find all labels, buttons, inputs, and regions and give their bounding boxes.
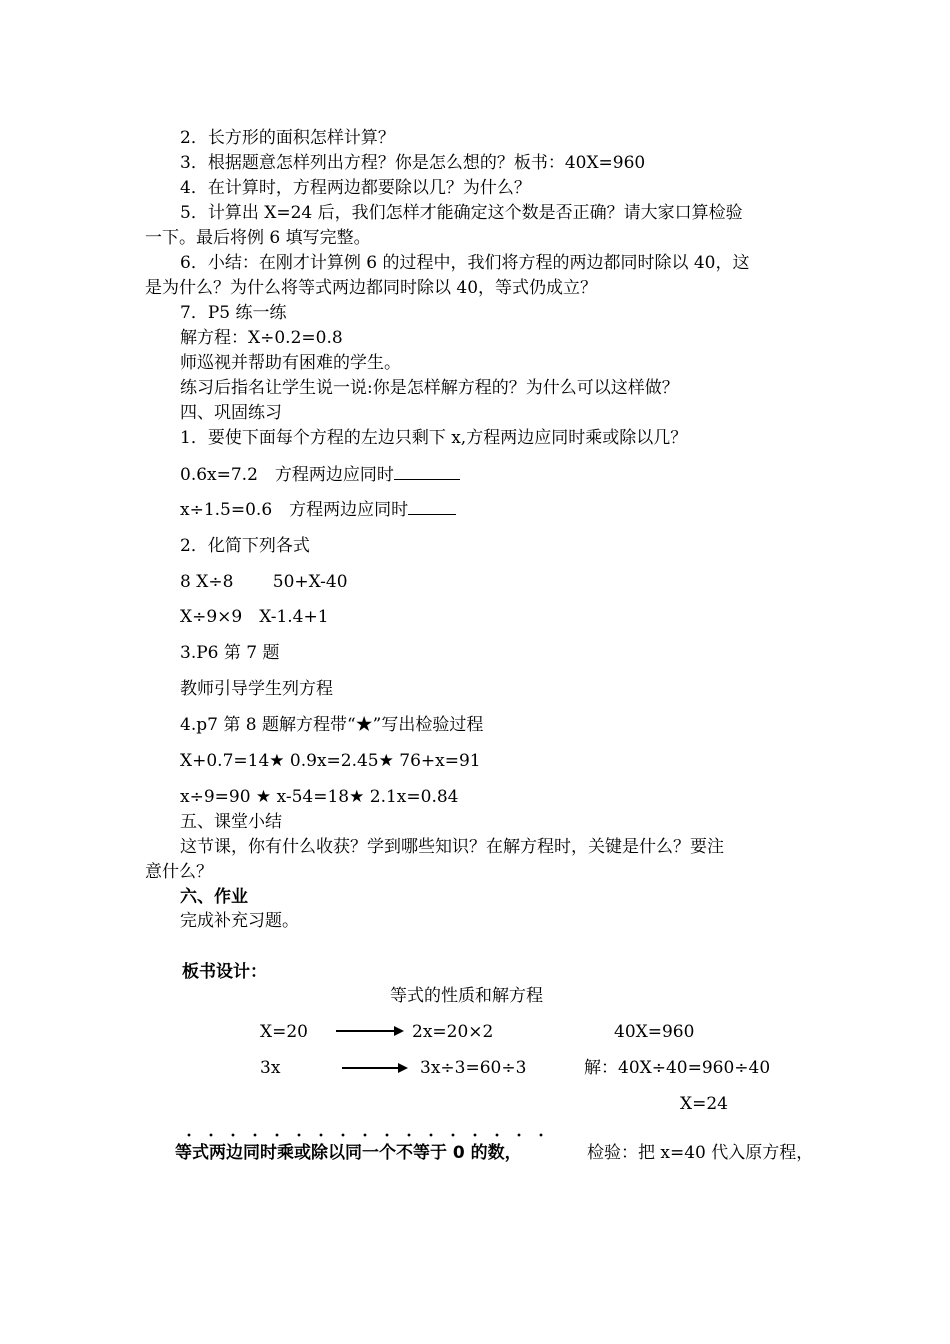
text-line: 3．根据题意怎样列出方程？你是怎么想的？板书：40X=960 <box>180 153 646 173</box>
text-line: X+0.7=14★ 0.9x=2.45★ 76+x=91 <box>180 751 481 771</box>
text-line: 6．小结：在刚才计算例 6 的过程中，我们将方程的两边都同时除以 40，这 <box>180 253 750 273</box>
board-text: X=24 <box>680 1094 728 1114</box>
text-line: 2．长方形的面积怎样计算？ <box>180 128 395 148</box>
answer-blank <box>394 465 460 480</box>
exercise-line <box>180 500 456 520</box>
arrow-right-icon <box>336 1025 404 1037</box>
text-line: 4.p7 第 8 题解方程带“★”写出检验过程 <box>180 715 484 735</box>
board-text: X=20 <box>260 1022 308 1042</box>
board-text: 解：40X÷40=960÷40 <box>584 1058 771 1078</box>
text-line: 5．计算出 X=24 后，我们怎样才能确定这个数是否正确？请大家口算检验 <box>180 203 743 223</box>
board-rule: 等式两边同时乘或除以同一个不等于 0 的数， <box>175 1143 522 1163</box>
text-line: 2．化简下列各式 <box>180 536 310 556</box>
text-line: X÷9×9 X-1.4+1 <box>180 607 329 627</box>
text-line: 是为什么？为什么将等式两边都同时除以 40，等式仍成立？ <box>145 278 598 298</box>
section-heading: 五、课堂小结 <box>180 812 282 832</box>
text-line: 3.P6 第 7 题 <box>180 643 280 663</box>
board-text: 3x <box>260 1058 281 1078</box>
emphasis-dots <box>178 1133 548 1137</box>
text-line: 意什么？ <box>145 862 213 882</box>
exercise-text: 0.6x=7.2 方程两边应同时 <box>180 465 394 485</box>
board-text: 2x=20×2 <box>412 1022 494 1042</box>
board-text: 3x÷3=60÷3 <box>420 1058 527 1078</box>
text-line: 解方程：X÷0.2=0.8 <box>180 328 343 348</box>
text-line: 师巡视并帮助有困难的学生。 <box>180 353 401 373</box>
text-line: x÷9=90 ★ x-54=18★ 2.1x=0.84 <box>180 787 459 807</box>
text-line: 4．在计算时，方程两边都要除以几？为什么？ <box>180 178 531 198</box>
exercise-line <box>180 465 460 485</box>
text-line: 一下。最后将例 6 填写完整。 <box>145 228 371 248</box>
text-line: 这节课，你有什么收获？学到哪些知识？在解方程时，关键是什么？要注 <box>180 837 724 857</box>
board-design-heading: 板书设计： <box>182 962 267 982</box>
text-line: 教师引导学生列方程 <box>180 679 333 699</box>
text-line: 8 X÷8 50+X-40 <box>180 572 348 592</box>
arrow-right-icon <box>342 1062 408 1074</box>
board-text: 40X=960 <box>614 1022 695 1042</box>
section-heading: 六、作业 <box>180 887 248 907</box>
text-line: 7．P5 练一练 <box>180 303 287 323</box>
text-line: 1．要使下面每个方程的左边只剩下 x,方程两边应同时乘或除以几？ <box>180 428 688 448</box>
board-title: 等式的性质和解方程 <box>390 986 543 1006</box>
board-check: 检验：把 x=40 代入原方程， <box>587 1143 814 1163</box>
answer-blank <box>408 500 456 515</box>
text-line: 完成补充习题。 <box>180 911 299 931</box>
exercise-text: x÷1.5=0.6 方程两边应同时 <box>180 500 409 520</box>
text-line: 练习后指名让学生说一说:你是怎样解方程的？为什么可以这样做？ <box>180 378 679 398</box>
section-heading: 四、巩固练习 <box>180 403 282 423</box>
